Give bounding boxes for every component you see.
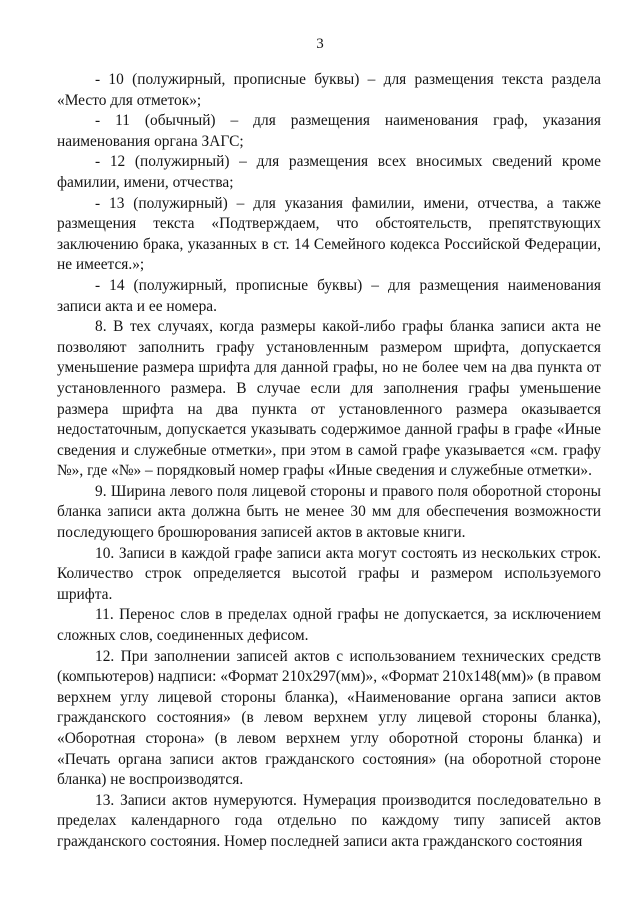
clause-13: 13. Записи актов нумеруются. Нумерация производится последовательно в пределах календарного года отдельно по каждому типу записей актов гражданского состояния. Номер последней записи акта гражданского состояния bbox=[57, 791, 601, 850]
font-size-14-item: - 14 (полужирный, прописные буквы) – для размещения наименования записи акта и ее номера. bbox=[57, 276, 601, 315]
clause-8: 8. В тех случаях, когда размеры какой-либо графы бланка записи акта не позволяют заполнить графу установленным размером шрифта, допускается уменьшение размера шрифта для данной графы, но не более чем на два пункта от установленного размера. В случае если для заполнения графы уменьшение размера шрифта на два пункта от установленного размера оказывается недостаточным, допускается указывать содержимое данной графы в графе «Иные сведения и служебные отметки», при этом в самой графе указывается «см. графу №», где «№» – порядковый номер графы «Иные сведения и служебные отметки». bbox=[57, 318, 601, 480]
clause-12: 12. При заполнении записей актов с использованием технических средств (компьютеров) надписи: «Формат 210x297(мм)», «Формат 210x148(мм)» (в правом верхнем углу лицевой стороны бланка), «Наименование органа записи актов гражданского состояния» (в левом верхнем углу лицевой стороны бланка), «Оборотная сторона» (в левом верхнем углу оборотной стороны бланка) и «Печать органа записи актов гражданского состояния» (на оборотной стороне бланка) не воспроизводятся. bbox=[57, 647, 601, 789]
clause-10: 10. Записи в каждой графе записи акта могут состоять из нескольких строк. Количество строк определяется высотой графы и размером используемого шрифта. bbox=[57, 544, 601, 603]
page-number: 3 bbox=[316, 36, 324, 52]
font-size-10-item: - 10 (полужирный, прописные буквы) – для размещения текста раздела «Место для отметок»; bbox=[57, 71, 601, 109]
font-size-13-item: - 13 (полужирный) – для указания фамилии, имени, отчества, а также размещения текста «Подтверждаем, что обстоятельств, препятствующих заключению брака, указанных в ст. 14 Семейного кодекса Российской Федерации, не имеется.»; bbox=[57, 194, 601, 274]
font-size-12-item: - 12 (полужирный) – для размещения всех вносимых сведений кроме фамилии, имени, отчества; bbox=[57, 153, 601, 191]
document-body bbox=[57, 70, 601, 853]
clause-9: 9. Ширина левого поля лицевой стороны и правого поля оборотной стороны бланка записи акта должна быть не менее 30 мм для обеспечения возможности последующего брошюрования записей актов в актовые книги. bbox=[57, 482, 601, 542]
clause-11: 11. Перенос слов в пределах одной графы не допускается, за исключением сложных слов, соединенных дефисом. bbox=[57, 606, 601, 645]
font-size-11-item: - 11 (обычный) – для размещения наименования граф, указания наименования органа ЗАГС; bbox=[57, 112, 601, 150]
